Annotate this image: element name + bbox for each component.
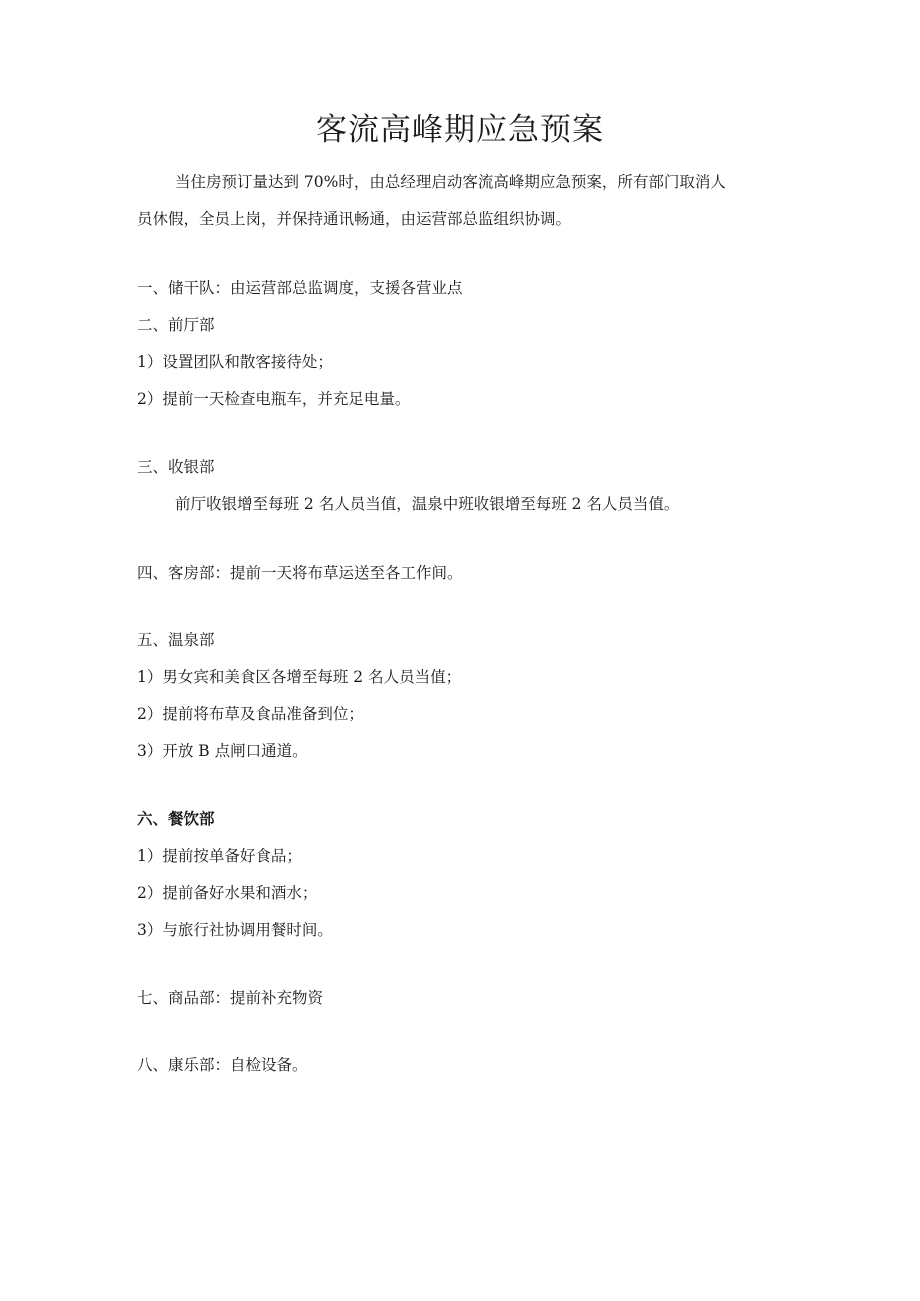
section-cashier-heading: 三、收银部 (137, 458, 215, 476)
section-front-office-heading: 二、前厅部 (137, 316, 215, 334)
list-item: 2）提前一天检查电瓶车，并充足电量。 (137, 390, 411, 408)
section-hot-spring-heading: 五、温泉部 (137, 631, 215, 649)
list-item: 2）提前备好水果和酒水； (137, 884, 318, 902)
section-reserve-team-heading: 一、储干队：由运营部总监调度，支援各营业点 (137, 279, 463, 297)
section-housekeeping-heading: 四、客房部：提前一天将布草运送至各工作间。 (137, 564, 463, 582)
section-food-beverage-heading: 六、餐饮部 (137, 809, 215, 828)
list-item: 2）提前将布草及食品准备到位； (137, 705, 364, 723)
intro-paragraph-line-2: 员休假，全员上岗，并保持通讯畅通，由运营部总监组织协调。 (137, 210, 572, 228)
section-retail-heading: 七、商品部：提前补充物资 (137, 989, 324, 1007)
section-cashier-body: 前厅收银增至每班 2 名人员当值，温泉中班收银增至每班 2 名人员当值。 (175, 495, 680, 513)
list-item: 3）开放 B 点闸口通道。 (137, 742, 308, 760)
list-item: 1）提前按单备好食品； (137, 847, 302, 865)
list-item: 1）男女宾和美食区各增至每班 2 名人员当值； (137, 668, 462, 686)
section-recreation-heading: 八、康乐部：自检设备。 (137, 1056, 308, 1074)
list-item: 1）设置团队和散客接待处； (137, 353, 333, 371)
document-title: 客流高峰期应急预案 (316, 112, 604, 148)
list-item: 3）与旅行社协调用餐时间。 (137, 921, 333, 939)
intro-paragraph-line-1: 当住房预订量达到 70%时，由总经理启动客流高峰期应急预案，所有部门取消人 (175, 173, 726, 191)
